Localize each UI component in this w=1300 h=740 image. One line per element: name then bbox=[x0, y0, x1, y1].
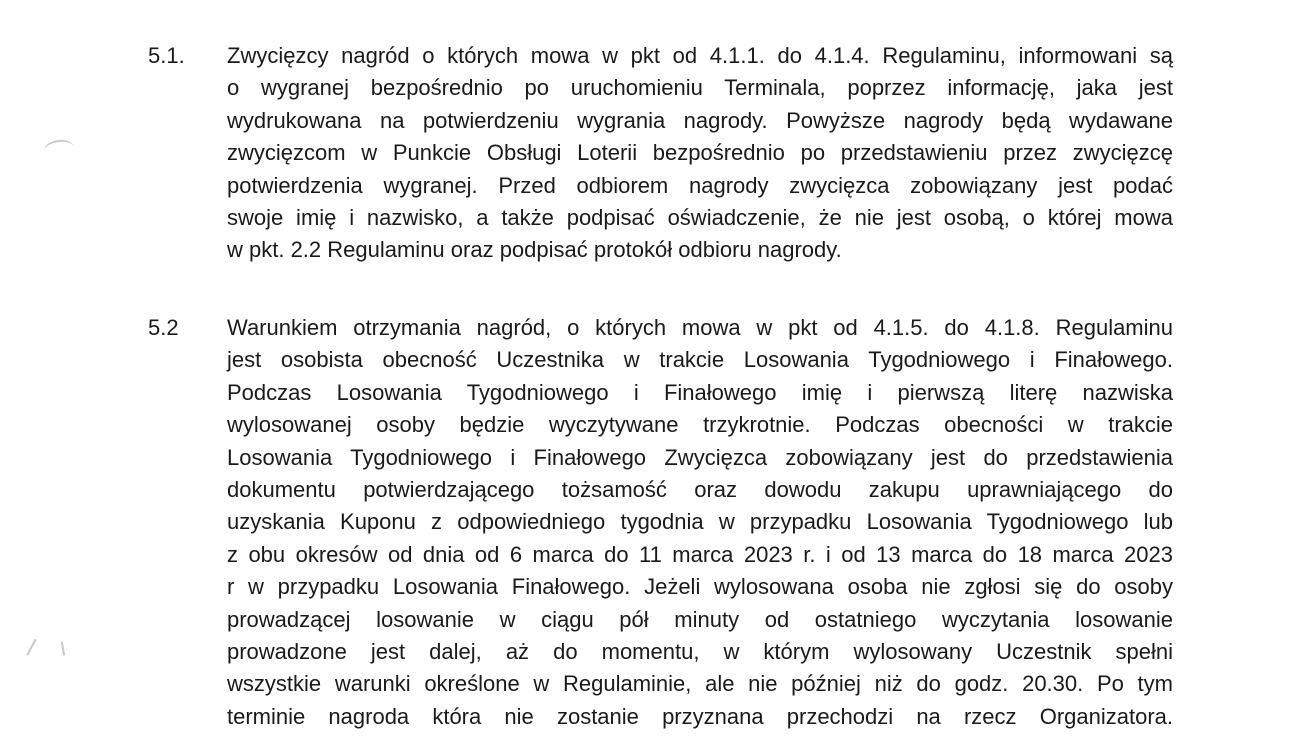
paragraph-line: wszystkie warunki określone w Regulaminie, ale nie później niż do godz. 20.30. Po tym bbox=[227, 671, 1173, 697]
margin-pen-mark bbox=[43, 138, 75, 160]
paragraph-line: Warunkiem otrzymania nagród, o których mowa w pkt od 4.1.5. do 4.1.8. Regulaminu bbox=[227, 315, 1173, 340]
paragraph-line: zwycięzcom w Punkcie Obsługi Loterii bezpośrednio po przedstawieniu przez zwycięzcę bbox=[227, 140, 1173, 166]
clause-5-1 bbox=[148, 40, 1173, 267]
paragraph-line: w pkt. 2.2 Regulaminu oraz podpisać protokół odbioru nagrody. bbox=[227, 237, 842, 263]
paragraph-line: prowadzącej losowanie w ciągu pół minuty od ostatniego wyczytania losowanie bbox=[227, 606, 1173, 632]
paragraph-line: Podczas Losowania Tygodniowego i Finałowego imię i pierwszą literę nazwiska bbox=[227, 379, 1173, 405]
paragraph-line: jest osobista obecność Uczestnika w trakcie Losowania Tygodniowego i Finałowego. bbox=[227, 347, 1173, 373]
paragraph-line: swoje imię i nazwisko, a także podpisać oświadczenie, że nie jest osobą, o której mowa bbox=[227, 204, 1173, 230]
paragraph-line: uzyskania Kuponu z odpowiedniego tygodnia w przypadku Losowania Tygodniowego lub bbox=[227, 509, 1173, 535]
paragraph-line: r w przypadku Losowania Finałowego. Jeżeli wylosowana osoba nie zgłosi się do osoby bbox=[227, 574, 1173, 600]
clause-paragraph bbox=[227, 40, 1173, 267]
paragraph-line: z obu okresów od dnia od 6 marca do 11 marca 2023 r. i od 13 marca do 18 marca 2023 bbox=[227, 541, 1173, 567]
paragraph-line: Losowania Tygodniowego i Finałowego Zwycięzca zobowiązany jest do przedstawienia bbox=[227, 444, 1173, 470]
clause-number: 5.2 bbox=[148, 315, 179, 340]
clause-paragraph bbox=[227, 312, 1173, 733]
margin-pen-mark bbox=[26, 639, 43, 660]
clause-number: 5.1. bbox=[148, 43, 185, 68]
margin-pen-mark bbox=[55, 641, 65, 656]
paragraph-line: terminie nagroda która nie zostanie przyznana przechodzi na rzecz Organizatora. bbox=[227, 703, 1173, 729]
clause-5-2 bbox=[148, 312, 1173, 733]
paragraph-line: Zwycięzcy nagród o których mowa w pkt od 4.1.1. do 4.1.4. Regulaminu, informowani są bbox=[227, 43, 1173, 68]
paragraph-line: dokumentu potwierdzającego tożsamość oraz dowodu zakupu uprawniającego do bbox=[227, 476, 1173, 502]
paragraph-line: potwierdzenia wygranej. Przed odbiorem nagrody zwycięzca zobowiązany jest podać bbox=[227, 172, 1173, 198]
paragraph-line: wydrukowana na potwierdzeniu wygrania nagrody. Powyższe nagrody będą wydawane bbox=[227, 107, 1173, 133]
paragraph-line: o wygranej bezpośrednio po uruchomieniu Terminala, poprzez informację, jaka jest bbox=[227, 75, 1173, 101]
paragraph-line: prowadzone jest dalej, aż do momentu, w którym wylosowany Uczestnik spełni bbox=[227, 638, 1173, 664]
paragraph-line: wylosowanej osoby będzie wyczytywane trzykrotnie. Podczas obecności w trakcie bbox=[227, 412, 1173, 438]
